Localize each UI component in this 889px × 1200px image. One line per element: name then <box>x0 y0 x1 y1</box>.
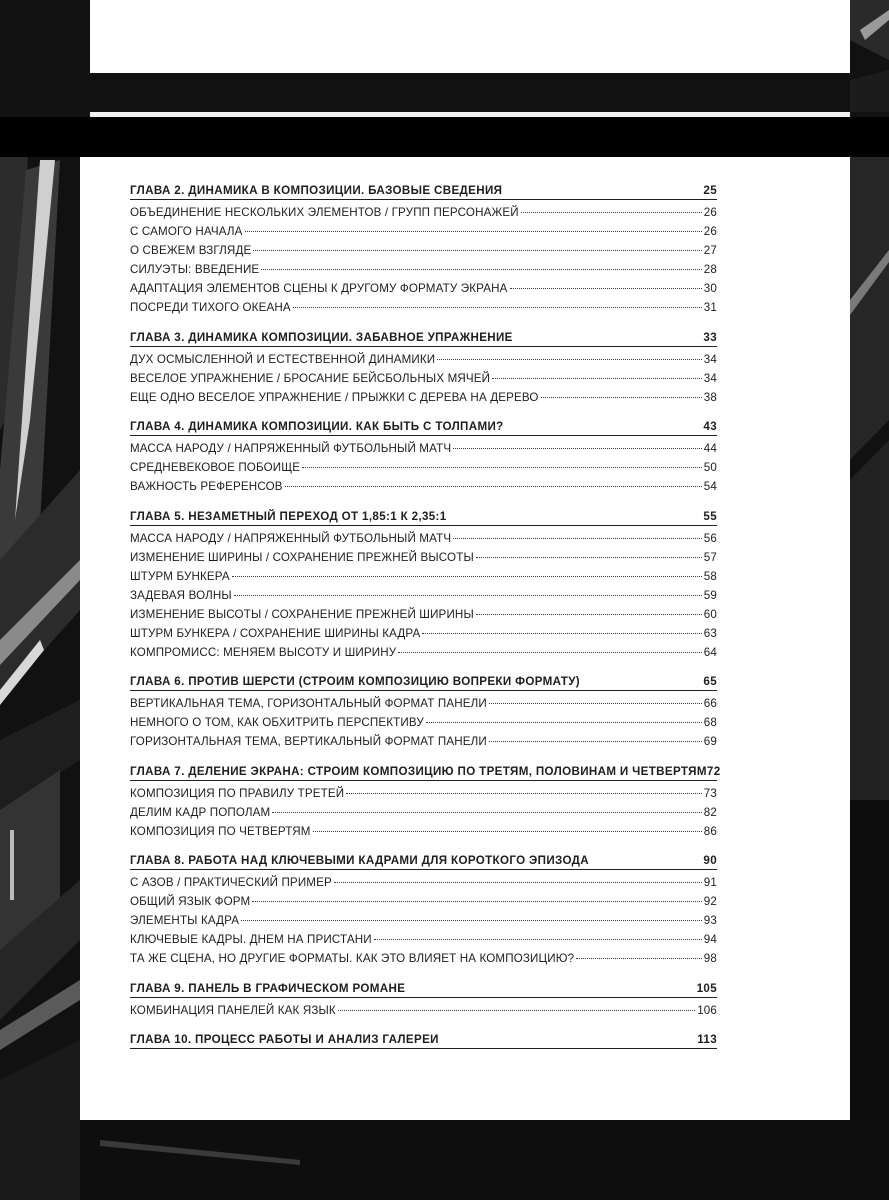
entry-title: ВЕРТИКАЛЬНАЯ ТЕМА, ГОРИЗОНТАЛЬНЫЙ ФОРМАТ ПАНЕЛИ <box>130 697 487 710</box>
entry-page-number: 69 <box>703 735 717 748</box>
chapter-page-number: 90 <box>703 854 717 867</box>
entry-title: КОМПОЗИЦИЯ ПО ПРАВИЛУ ТРЕТЕЙ <box>130 786 345 800</box>
entry-page-number: 106 <box>697 1003 717 1017</box>
entry-page-number: 60 <box>703 607 717 621</box>
chapter-heading[interactable] <box>130 981 717 998</box>
entry-title: ИЗМЕНЕНИЕ ШИРИНЫ / СОХРАНЕНИЕ ПРЕЖНЕЙ ВЫСОТЫ <box>130 550 474 564</box>
entry-title: ИЗМЕНЕНИЕ ВЫСОТЫ / СОХРАНЕНИЕ ПРЕЖНЕЙ ШИРИНЫ <box>130 607 474 621</box>
dot-leader <box>453 537 702 539</box>
dot-leader <box>338 1009 695 1011</box>
chapter-heading[interactable] <box>130 1032 717 1049</box>
toc-entry[interactable] <box>130 694 717 713</box>
entry-title: СИЛУЭТЫ: ВВЕДЕНИЕ <box>130 263 260 276</box>
entry-page-number: 73 <box>703 786 717 800</box>
dot-leader <box>293 306 702 308</box>
entry-title: НЕМНОГО О ТОМ, КАК ОБХИТРИТЬ ПЕРСПЕКТИВУ <box>130 716 424 729</box>
entry-page-number: 94 <box>703 933 717 946</box>
chapter-title: ГЛАВА 2. ДИНАМИКА В КОМПОЗИЦИИ. БАЗОВЫЕ СВЕДЕНИЯ <box>130 184 503 197</box>
dot-leader <box>576 957 702 959</box>
dot-leader <box>253 249 701 251</box>
entry-title: С АЗОВ / ПРАКТИЧЕСКИЙ ПРИМЕР <box>130 876 332 889</box>
entry-page-number: 68 <box>703 716 717 729</box>
entry-page-number: 93 <box>703 914 717 927</box>
chapter-title: ГЛАВА 10. ПРОЦЕСС РАБОТЫ И АНАЛИЗ ГАЛЕРЕИ <box>130 1033 439 1046</box>
chapter-page-number: 55 <box>703 509 717 523</box>
toc-entry[interactable] <box>130 713 717 732</box>
entry-title: КОМБИНАЦИЯ ПАНЕЛЕЙ КАК ЯЗЫК <box>130 1003 336 1017</box>
dot-leader <box>374 938 702 940</box>
entry-title: ЕЩЕ ОДНО ВЕСЕЛОЕ УПРАЖНЕНИЕ / ПРЫЖКИ С ДЕРЕВА НА ДЕРЕВО <box>130 390 539 404</box>
chapter-title: ГЛАВА 9. ПАНЕЛЬ В ГРАФИЧЕСКОМ РОМАНЕ <box>130 981 406 995</box>
dot-leader <box>492 377 702 379</box>
dot-leader <box>476 556 702 558</box>
entry-page-number: 57 <box>703 550 717 564</box>
toc-entry[interactable] <box>130 388 717 407</box>
entry-title: МАССА НАРОДУ / НАПРЯЖЕННЫЙ ФУТБОЛЬНЫЙ МАТЧ <box>130 531 452 545</box>
entry-page-number: 34 <box>703 352 717 366</box>
chapter-page-number: 105 <box>696 981 717 995</box>
entry-page-number: 59 <box>703 588 717 602</box>
chapter-heading[interactable] <box>130 674 717 691</box>
entry-page-number: 58 <box>703 569 717 583</box>
chapter-heading[interactable] <box>130 330 717 347</box>
dot-leader <box>234 594 702 596</box>
toc-entry[interactable] <box>130 586 717 605</box>
dot-leader <box>241 919 702 921</box>
toc-chapter <box>130 674 717 751</box>
toc-entry[interactable] <box>130 822 717 841</box>
entry-title: АДАПТАЦИЯ ЭЛЕМЕНТОВ СЦЕНЫ К ДРУГОМУ ФОРМАТУ ЭКРАНА <box>130 282 508 295</box>
toc-entry[interactable] <box>130 529 717 548</box>
toc-entry[interactable] <box>130 222 717 241</box>
chapter-heading[interactable] <box>130 764 721 781</box>
entry-page-number: 28 <box>703 263 717 276</box>
toc-entry[interactable] <box>130 930 717 949</box>
toc-entry[interactable] <box>130 911 717 930</box>
entry-page-number: 38 <box>703 390 717 404</box>
toc-entry[interactable] <box>130 260 717 279</box>
entry-title: С САМОГО НАЧАЛА <box>130 225 243 238</box>
dot-leader <box>489 702 702 704</box>
entry-page-number: 26 <box>703 206 717 219</box>
entry-page-number: 54 <box>703 480 717 493</box>
top-page-panel <box>90 0 850 73</box>
entry-title: СРЕДНЕВЕКОВОЕ ПОБОИЩЕ <box>130 461 301 474</box>
dot-leader <box>453 447 702 449</box>
chapter-page-number: 72 <box>706 764 721 778</box>
chapter-page-number: 113 <box>697 1033 717 1046</box>
entry-title: КОМПОЗИЦИЯ ПО ЧЕТВЕРТЯМ <box>130 824 311 838</box>
entry-page-number: 98 <box>703 952 717 965</box>
toc-entry[interactable] <box>130 548 717 567</box>
chapter-title: ГЛАВА 3. ДИНАМИКА КОМПОЗИЦИИ. ЗАБАВНОЕ УПРАЖНЕНИЕ <box>130 330 513 344</box>
table-of-contents <box>130 183 721 1062</box>
entry-title: МАССА НАРОДУ / НАПРЯЖЕННЫЙ ФУТБОЛЬНЫЙ МАТЧ <box>130 442 452 455</box>
toc-entry[interactable] <box>130 298 717 317</box>
toc-entry[interactable] <box>130 350 717 369</box>
toc-chapter <box>130 509 717 662</box>
entry-page-number: 91 <box>703 876 717 889</box>
entry-page-number: 44 <box>703 442 717 455</box>
entry-page-number: 50 <box>703 461 717 474</box>
entry-title: ПОСРЕДИ ТИХОГО ОКЕАНА <box>130 301 291 314</box>
dot-leader <box>422 632 701 634</box>
chapter-title: ГЛАВА 7. ДЕЛЕНИЕ ЭКРАНА: СТРОИМ КОМПОЗИЦИЮ ПО ТРЕТЯМ, ПОЛОВИНАМ И ЧЕТВЕРТЯМ <box>130 764 707 778</box>
entry-page-number: 26 <box>703 225 717 238</box>
toc-chapter <box>130 419 717 496</box>
dot-leader <box>398 651 702 653</box>
dot-leader <box>437 358 702 360</box>
dot-leader <box>346 792 702 794</box>
chapter-page-number: 65 <box>703 675 717 688</box>
contents-page <box>80 157 850 1120</box>
entry-title: ВАЖНОСТЬ РЕФЕРЕНСОВ <box>130 480 283 493</box>
entry-title: ВЕСЕЛОЕ УПРАЖНЕНИЕ / БРОСАНИЕ БЕЙСБОЛЬНЫХ МЯЧЕЙ <box>130 371 491 385</box>
chapter-heading[interactable] <box>130 509 717 526</box>
chapter-heading[interactable] <box>130 183 717 200</box>
toc-entry[interactable] <box>130 803 717 822</box>
entry-page-number: 31 <box>703 301 717 314</box>
toc-chapter <box>130 183 717 317</box>
toc-entry[interactable] <box>130 605 717 624</box>
entry-title: ОБЩИЙ ЯЗЫК ФОРМ <box>130 895 251 908</box>
chapter-title: ГЛАВА 4. ДИНАМИКА КОМПОЗИЦИИ. КАК БЫТЬ С ТОЛПАМИ? <box>130 420 504 433</box>
entry-title: ДУХ ОСМЫСЛЕННОЙ И ЕСТЕСТВЕННОЙ ДИНАМИКИ <box>130 352 436 366</box>
dot-leader <box>232 575 702 577</box>
entry-title: ГОРИЗОНТАЛЬНАЯ ТЕМА, ВЕРТИКАЛЬНЫЙ ФОРМАТ ПАНЕЛИ <box>130 735 487 748</box>
dot-leader <box>285 485 702 487</box>
toc-entry[interactable] <box>130 279 717 298</box>
entry-title: КЛЮЧЕВЫЕ КАДРЫ. ДНЕМ НА ПРИСТАНИ <box>130 933 372 946</box>
toc-entry[interactable] <box>130 892 717 911</box>
entry-title: ЗАДЕВАЯ ВОЛНЫ <box>130 588 232 602</box>
toc-chapter <box>130 330 717 407</box>
chapter-heading[interactable] <box>130 853 717 870</box>
dot-leader <box>489 740 702 742</box>
toc-chapter <box>130 981 717 1020</box>
entry-title: ШТУРМ БУНКЕРА / СОХРАНЕНИЕ ШИРИНЫ КАДРА <box>130 626 421 640</box>
entry-title: ТА ЖЕ СЦЕНА, НО ДРУГИЕ ФОРМАТЫ. КАК ЭТО ВЛИЯЕТ НА КОМПОЗИЦИЮ? <box>130 952 575 965</box>
toc-entry[interactable] <box>130 1001 717 1020</box>
entry-page-number: 66 <box>703 697 717 710</box>
toc-entry[interactable] <box>130 624 717 643</box>
chapter-title: ГЛАВА 8. РАБОТА НАД КЛЮЧЕВЫМИ КАДРАМИ ДЛЯ КОРОТКОГО ЭПИЗОДА <box>130 854 590 867</box>
chapter-title: ГЛАВА 5. НЕЗАМЕТНЫЙ ПЕРЕХОД ОТ 1,85:1 К 2,35:1 <box>130 509 447 523</box>
entry-page-number: 86 <box>703 824 717 838</box>
dot-leader <box>272 811 701 813</box>
black-band <box>0 117 889 157</box>
toc-entry[interactable] <box>130 241 717 260</box>
entry-page-number: 27 <box>703 244 717 257</box>
toc-chapter <box>130 853 717 968</box>
chapter-page-number: 25 <box>703 184 717 197</box>
dot-leader <box>313 830 702 832</box>
dot-leader <box>426 721 702 723</box>
dot-leader <box>521 211 702 213</box>
entry-page-number: 63 <box>703 626 717 640</box>
entry-page-number: 34 <box>703 371 717 385</box>
toc-chapter <box>130 764 721 841</box>
dot-leader <box>302 466 702 468</box>
toc-entry[interactable] <box>130 643 717 662</box>
entry-page-number: 30 <box>703 282 717 295</box>
dot-leader <box>541 396 702 398</box>
entry-page-number: 82 <box>703 805 717 819</box>
toc-chapter <box>130 1032 717 1049</box>
dot-leader <box>334 881 702 883</box>
dot-leader <box>252 900 701 902</box>
toc-entry[interactable] <box>130 203 717 222</box>
entry-page-number: 56 <box>703 531 717 545</box>
toc-entry[interactable] <box>130 439 717 458</box>
toc-entry[interactable] <box>130 949 717 968</box>
entry-page-number: 92 <box>703 895 717 908</box>
chapter-heading[interactable] <box>130 419 717 436</box>
toc-entry[interactable] <box>130 784 717 803</box>
dot-leader <box>476 613 702 615</box>
toc-entry[interactable] <box>130 477 717 496</box>
toc-entry[interactable] <box>130 369 717 388</box>
entry-title: ЭЛЕМЕНТЫ КАДРА <box>130 914 240 927</box>
chapter-title: ГЛАВА 6. ПРОТИВ ШЕРСТИ (СТРОИМ КОМПОЗИЦИЮ ВОПРЕКИ ФОРМАТУ) <box>130 675 581 688</box>
toc-entry[interactable] <box>130 873 717 892</box>
dot-leader <box>510 287 702 289</box>
dot-leader <box>245 230 702 232</box>
chapter-page-number: 43 <box>703 420 717 433</box>
chapter-page-number: 33 <box>703 330 717 344</box>
entry-title: ОБЪЕДИНЕНИЕ НЕСКОЛЬКИХ ЭЛЕМЕНТОВ / ГРУПП ПЕРСОНАЖЕЙ <box>130 206 519 219</box>
toc-entry[interactable] <box>130 458 717 477</box>
toc-entry[interactable] <box>130 567 717 586</box>
toc-entry[interactable] <box>130 732 717 751</box>
entry-title: КОМПРОМИСС: МЕНЯЕМ ВЫСОТУ И ШИРИНУ <box>130 645 397 659</box>
entry-title: О СВЕЖЕМ ВЗГЛЯДЕ <box>130 244 252 257</box>
entry-title: ШТУРМ БУНКЕРА <box>130 569 230 583</box>
dot-leader <box>261 268 701 270</box>
entry-page-number: 64 <box>703 645 717 659</box>
entry-title: ДЕЛИМ КАДР ПОПОЛАМ <box>130 805 271 819</box>
